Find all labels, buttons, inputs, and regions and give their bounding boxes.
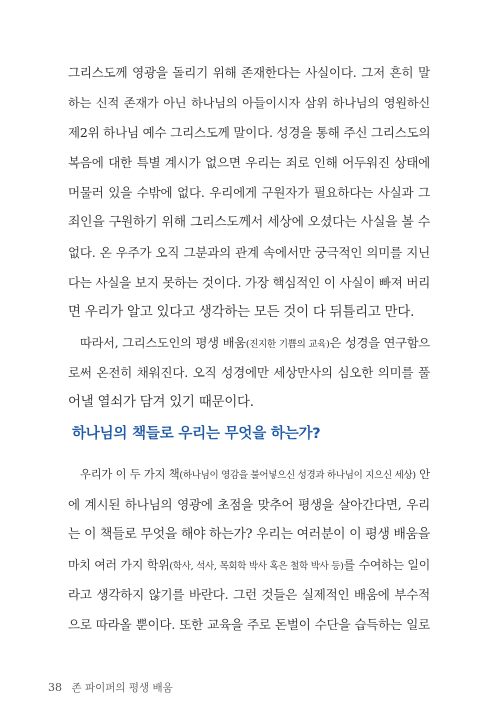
page-number: 38 xyxy=(48,681,62,694)
text-line: 하는 신적 존재가 아닌 하나님의 아들이시자 삼위 하나님의 영원하신 xyxy=(68,96,430,110)
text-segment: 안 xyxy=(415,468,430,481)
page-footer xyxy=(48,680,173,695)
body-paragraph-3 xyxy=(68,460,430,640)
body-paragraph-1 xyxy=(68,58,430,328)
text-line: 없다. 온 우주가 오직 그분과의 관계 속에서만 궁극적인 의미를 지닌 xyxy=(68,245,430,260)
body-paragraph-2 xyxy=(68,328,430,418)
text-line xyxy=(68,328,430,358)
text-segment: 마치 여러 가지 학위 xyxy=(68,558,170,572)
text-line: 다는 사실을 보지 못하는 것이다. 가장 핵심적인 이 사실이 빠져 버리 xyxy=(68,275,431,290)
text-segment: 우리가 이 두 가지 책 xyxy=(80,468,180,481)
text-line: 으로 따라올 뿐이다. 또한 교육을 주로 돈벌이 수단을 습득하는 일로 xyxy=(68,617,430,632)
text-segment: 따라서, 그리스도인의 평생 배움 xyxy=(80,336,246,350)
parenthetical-note: (진지한 기쁨의 교육) xyxy=(245,339,330,350)
text-segment: 를 수여하는 일이 xyxy=(343,558,431,572)
text-line: 그리스도께 영광을 돌리기 위해 존재한다는 사실이다. 그저 흔히 말 xyxy=(68,65,430,80)
text-line: 로써 온전히 채워진다. 오직 성경에만 세상만사의 심오한 의미를 풀 xyxy=(68,365,430,380)
text-segment: 은 성경을 연구함으 xyxy=(329,336,430,350)
text-line: 제2위 하나님 예수 그리스도께 말이다. 성경을 통해 주신 그리스도의 xyxy=(68,125,431,140)
text-line: 는 이 책들로 무엇을 해야 하는가? 우리는 여러분이 이 평생 배움을 xyxy=(68,527,430,542)
text-line: 면 우리가 알고 있다고 생각하는 모든 것이 다 뒤틀리고 만다. xyxy=(68,305,415,320)
text-line: 어낼 열쇠가 담겨 있기 때문이다. xyxy=(68,395,254,410)
parenthetical-note: (학사, 석사, 목회학 박사 혹은 철학 박사 등) xyxy=(169,561,344,572)
text-line: 복음에 대한 특별 계시가 없으면 우리는 죄로 인해 어두워진 상태에 xyxy=(68,155,430,170)
text-line xyxy=(68,460,430,490)
section-heading: 하나님의 책들로 우리는 무엇을 하는가? xyxy=(72,426,321,442)
text-line: 에 계시된 하나님의 영광에 초점을 맞추어 평생을 살아간다면, 우리 xyxy=(68,497,430,512)
text-line: 죄인을 구원하기 위해 그리스도께서 세상에 오셨다는 사실을 볼 수 xyxy=(68,215,430,230)
text-line xyxy=(68,550,430,580)
parenthetical-note: (하나님이 영감을 불어넣으신 성경과 하나님이 지으신 세상) xyxy=(179,470,416,481)
book-title: 존 파이퍼의 평생 배움 xyxy=(71,682,173,694)
text-line: 라고 생각하지 않기를 바란다. 그런 것들은 실제적인 배움에 부수적 xyxy=(68,587,430,602)
text-line: 머물러 있을 수밖에 없다. 우리에게 구원자가 필요하다는 사실과 그 xyxy=(68,185,430,200)
